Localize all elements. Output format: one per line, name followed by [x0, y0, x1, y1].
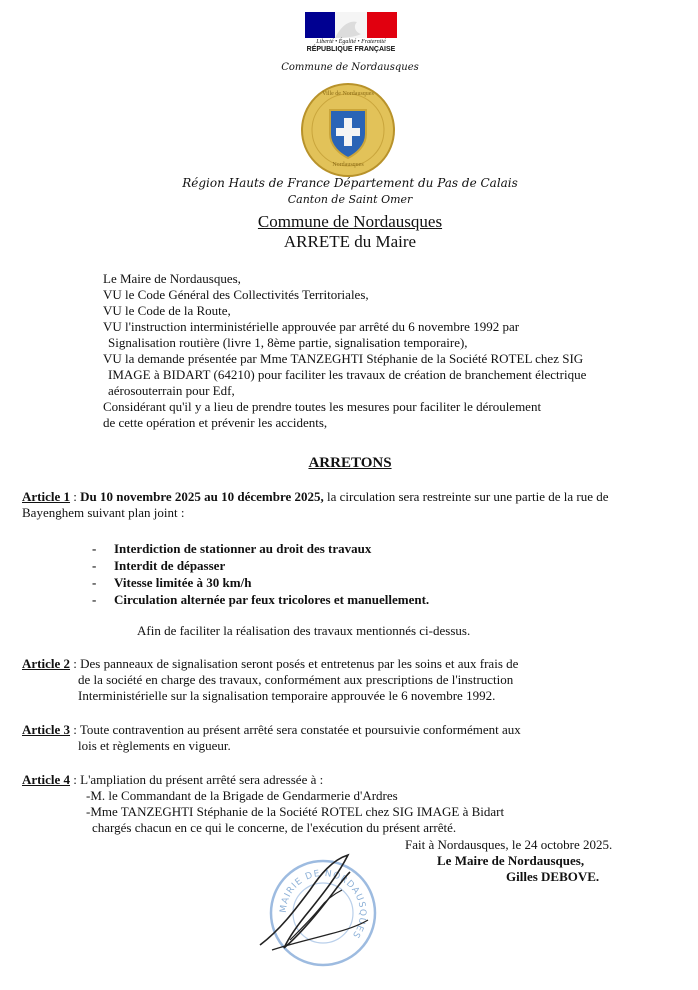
- article-1-after: Afin de faciliter la réalisation des travaux mentionnés ci-dessus.: [137, 623, 471, 638]
- page-title: Commune de Nordausques: [257, 212, 443, 231]
- preamble-line: de cette opération et prévenir les accidents,: [103, 415, 328, 430]
- page-subtitle: ARRETE du Maire: [283, 232, 417, 251]
- list-item: - Circulation alternée par feux tricolores et manuellement.: [92, 592, 430, 607]
- arretons-heading: ARRETONS: [308, 455, 392, 471]
- place-date: Fait à Nordausques, le 24 octobre 2025.: [405, 837, 613, 852]
- article-1-list: [92, 541, 652, 608]
- article-4-line: -Mme TANZEGHTI Stéphanie de la Société ROTEL chez SIG IMAGE à Bidart: [86, 804, 505, 819]
- article-4-label: Article 4: [22, 772, 71, 787]
- crest-text-top: Ville de Nordausques: [322, 91, 374, 97]
- article-1-label: Article 1: [22, 489, 71, 504]
- article-3-label: Article 3: [22, 722, 71, 737]
- canton-line: Canton de Saint Omer: [287, 193, 413, 206]
- mayor-role: Le Maire de Nordausques,: [437, 853, 585, 868]
- article-2-label: Article 2: [22, 656, 71, 671]
- article-3: Article 3 : Toute contravention au présent arrêté sera constatée et poursuivie conformément aux lois et règlements en vigueur.: [22, 722, 692, 754]
- mayor-name: Gilles DEBOVE.: [506, 869, 600, 884]
- french-flag-icon: [305, 12, 397, 38]
- region-line: Région Hauts de France Département du Pas de Calais: [182, 176, 518, 190]
- preamble-line: Signalisation routière (livre 1, 8ème partie, signalisation temporaire),: [108, 335, 468, 350]
- handwritten-signature: [250, 850, 380, 960]
- article-1-line: Bayenghem suivant plan joint :: [22, 505, 185, 520]
- preamble-line: VU la demande présentée par Mme TANZEGHTI Stéphanie de la Société ROTEL chez SIG: [103, 351, 584, 366]
- list-item: - Vitesse limitée à 30 km/h: [92, 575, 252, 590]
- article-4: Article 4 : L'ampliation du présent arrêté sera adressée à : -M. le Commandant de la Brigade de Gendarmerie d'Ardres -Mme TANZEGHTI Stéphanie de la Société ROTEL chez SIG IMAGE à Bidart chargés chacun en ce qui le concerne, de l'exécution du présent arrêté.: [22, 772, 692, 836]
- article-2-line: Interministérielle sur la signalisation temporaire approuvée le 6 novembre 1992.: [78, 688, 496, 703]
- preamble-line: IMAGE à BIDART (64210) pour faciliter les travaux de création de branchement électrique: [108, 367, 587, 382]
- list-item: - Interdiction de stationner au droit des travaux: [92, 541, 372, 556]
- motto: Liberté • Égalité • Fraternité: [316, 39, 386, 45]
- article-1-dates: Du 10 novembre 2025 au 10 décembre 2025,: [80, 489, 324, 504]
- preamble-line: Le Maire de Nordausques,: [103, 271, 241, 286]
- article-4-line: chargés chacun en ce qui le concerne, de l'exécution du présent arrêté.: [92, 820, 457, 835]
- crest-text-bottom: Nordausques: [332, 162, 364, 168]
- article-4-line: -M. le Commandant de la Brigade de Gendarmerie d'Ardres: [86, 788, 398, 803]
- preamble-line: VU le Code de la Route,: [103, 303, 231, 318]
- article-3-line: lois et règlements en vigueur.: [78, 738, 231, 753]
- preamble-line: VU le Code Général des Collectivités Territoriales,: [103, 287, 369, 302]
- preamble-line: Considérant qu'il y a lieu de prendre toutes les mesures pour faciliter le déroulement: [103, 399, 542, 414]
- svg-text:MAIRIE DE NORDAUSQUES: MAIRIE DE NORDAUSQUES: [278, 868, 368, 941]
- commune-crest: [300, 82, 396, 178]
- preamble-line: aérosouterrain pour Edf,: [108, 383, 235, 398]
- article-2-line: de la société en charge des travaux, conformément aux prescriptions de l'instruction: [78, 672, 514, 687]
- marianne-logo: [305, 12, 397, 38]
- preamble: [103, 271, 663, 431]
- commune-script: Commune de Nordausques: [281, 62, 419, 73]
- republic-label: RÉPUBLIQUE FRANÇAISE: [306, 46, 396, 53]
- list-item: - Interdit de dépasser: [92, 558, 226, 573]
- article-2: Article 2 : Des panneaux de signalisation seront posés et entretenus par les soins et aux frais de de la société en charge des travaux, conformément aux prescriptions de l'instruction Interministérielle sur la signalisation temporaire approuvée le 6 novembre 1992.: [22, 656, 692, 704]
- preamble-line: VU l'instruction interministérielle approuvée par arrêté du 6 novembre 1992 par: [103, 319, 520, 334]
- article-1: Article 1 : Du 10 novembre 2025 au 10 décembre 2025, la circulation sera restreinte sur une partie de la rue de Bayenghem suivant plan joint :: [22, 489, 692, 521]
